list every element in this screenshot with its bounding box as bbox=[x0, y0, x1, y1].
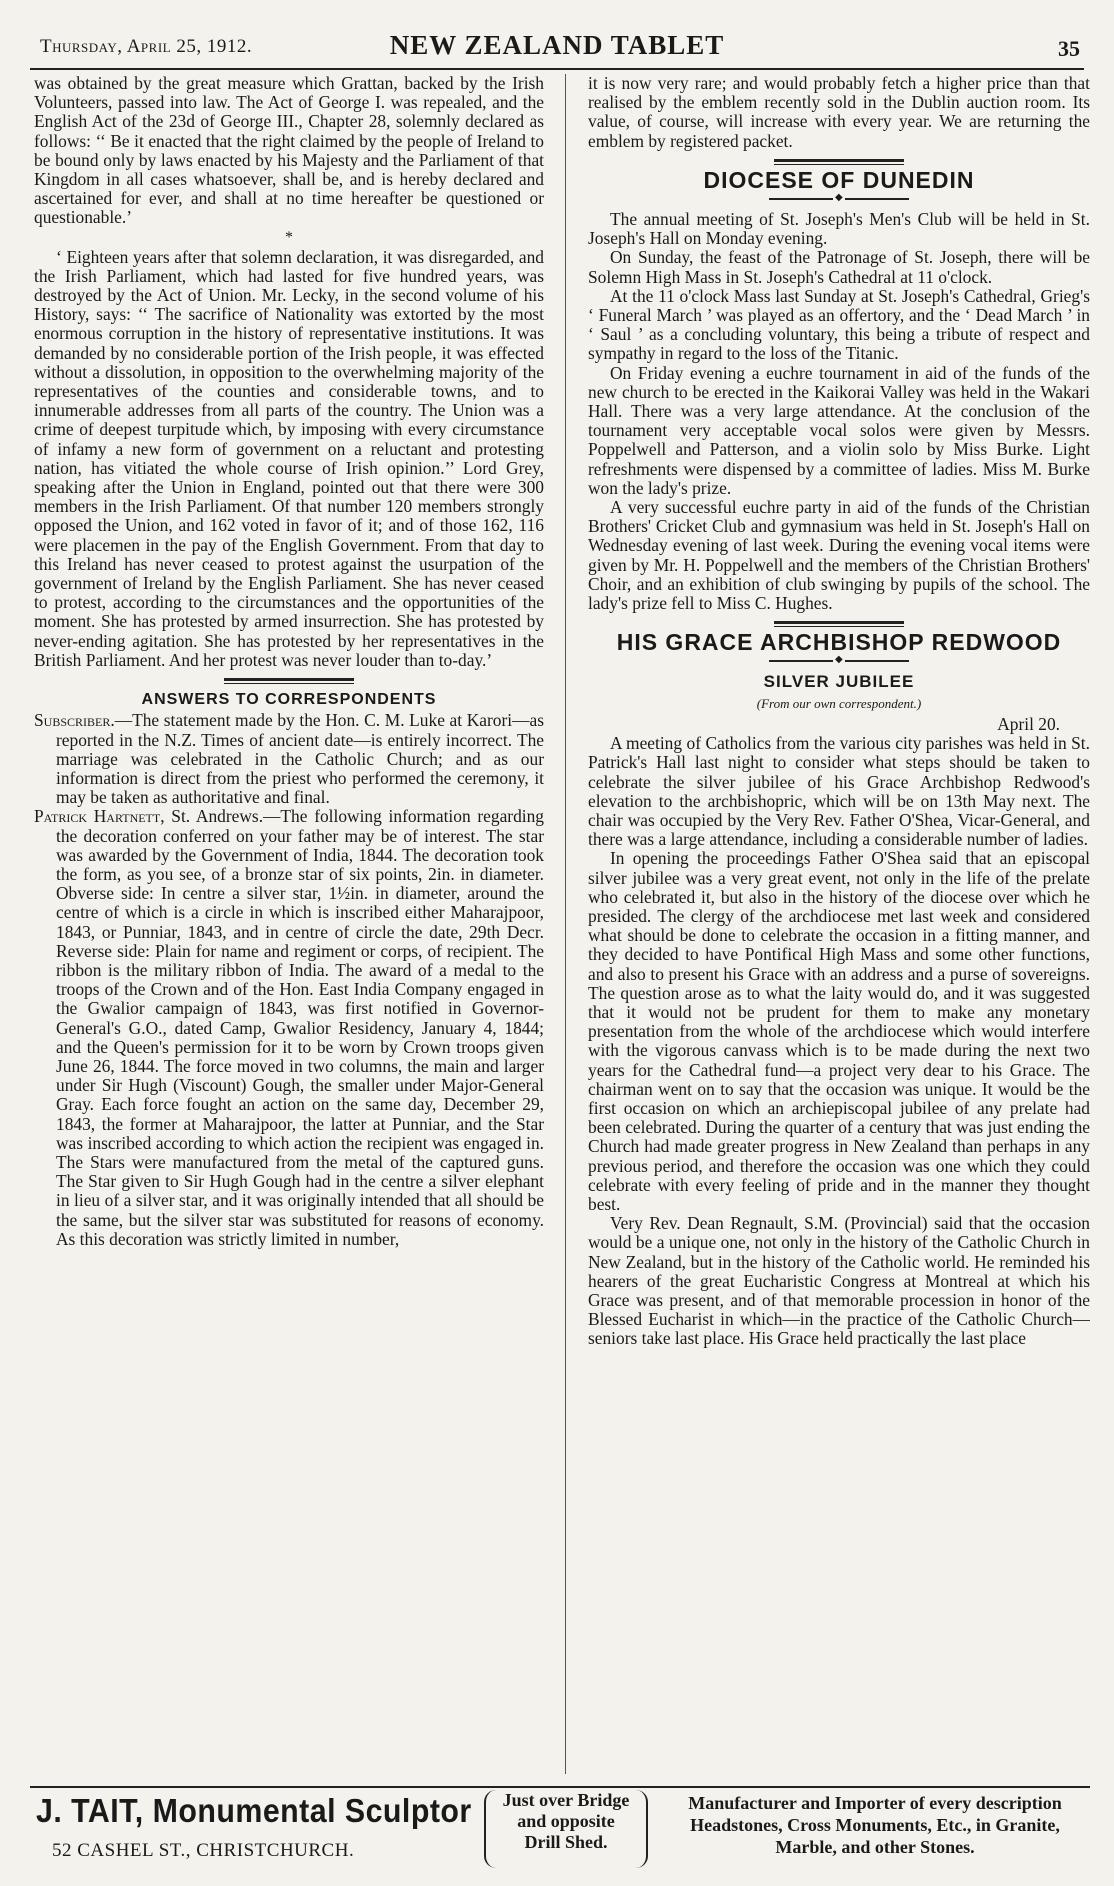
page-number: 35 bbox=[1058, 36, 1080, 61]
advertiser-name: J. TAIT, Monumental Sculptor bbox=[36, 1792, 472, 1829]
entry-label: Patrick Hartnett, bbox=[34, 806, 165, 827]
issue-date: Thursday, April 25, 1912. bbox=[40, 36, 253, 57]
dunedin-heading: DIOCESE OF DUNEDIN bbox=[703, 166, 975, 193]
diamond-icon: ◆ bbox=[835, 654, 843, 666]
trade-line: Headstones, Cross Monuments, Etc., in Granite, bbox=[690, 1815, 1060, 1835]
paragraph: Very Rev. Dean Regnault, S.M. (Provincial) said that the occasion would be a unique one, not only in the history of the Catholic Church in New Zealand, but in the history of the Catholic world. He reminded his hearers of the great Eucharistic Congress at Montreal at which his Grace was present, and of that memorable procession in honor of the Blessed Eucharist in which—in the practice of the Catholic Church—seniors take last place. His Grace held practically the last place bbox=[588, 1213, 1090, 1349]
trade-line: Marble, and other Stones. bbox=[775, 1837, 975, 1857]
diamond-divider bbox=[769, 656, 909, 666]
correspondent-entry bbox=[34, 807, 544, 1249]
entry-text: —The statement made by the Hon. C. M. Luke at Karori—as reported in the N.Z. Times of ancient date—is entirely incorrect. The marriage was celebrated in the Catholic Church; and as our information is direct from the priest who performed the ceremony, it may be taken as authoritative and final. bbox=[56, 710, 544, 808]
correspondent-note: (From our own correspondent.) bbox=[756, 695, 922, 711]
advertiser-trade bbox=[660, 1792, 1090, 1858]
paragraph: In opening the proceedings Father O'Shea said that an episcopal silver jubilee was a very great event, not only in the life of the prelate who celebrated it, but also in the history of the diocese over which he presided. The clergy of the archdiocese met last week and considered what should be done to celebrate the occasion in a fitting manner, and they decided to have Pontifical High Mass and some other functions, and also to present his Grace with an address and a purse of sovereigns. The question arose as to what the laity would do, and it was suggested that it would not be prudent for them to make any monetary presentation from the whole of the archdiocese which would interfere with the vigorous canvass which is to be made during the next two years for the Cathedral fund—a project very dear to his Grace. The chairman went on to say that the occasion was unique. It would be the first occasion on which an archiepiscopal jubilee of any prelate had been celebrated. During the quarter of a century that was just ending the Church had made greater progress in New Zealand than perhaps in any previous period, and therefore the occasion was one which they could celebrate with every feeling of pride and in the manner they thought best. bbox=[588, 848, 1090, 1214]
paragraph: At the 11 o'clock Mass last Sunday at St. Joseph's Cathedral, Grieg's ‘ Funeral March ’ was played as an offertory, and the ‘ Dead March ’ in ‘ Saul ’ as a concluding voluntary, this being a tribute of respect and sympathy in regard to the loss of the Titanic. bbox=[588, 285, 1090, 364]
trade-line: Manufacturer and Importer of every description bbox=[688, 1793, 1062, 1813]
asterisk-separator: * bbox=[285, 228, 293, 246]
paragraph: The annual meeting of St. Joseph's Men's Club will be held in St. Joseph's Hall on Monday evening. bbox=[588, 209, 1090, 249]
dateline: April 20. bbox=[997, 713, 1060, 734]
section-divider bbox=[774, 159, 904, 165]
entry-label: Subscriber. bbox=[34, 710, 115, 731]
paragraph: On Friday evening a euchre tournament in aid of the funds of the new church to be erected in the Kaikorai Valley was held in the Wakari Hall. There was a very large attendance. At the conclusion of the tournament very acceptable vocal solos were given by Messrs. Poppelwell and Patterson, and a violin solo by Miss Burke. Light refreshments were dispensed by a committee of ladies. Miss M. Burke won the lady's prize. bbox=[588, 362, 1090, 498]
location-line: Drill Shed. bbox=[524, 1832, 608, 1852]
advertisement bbox=[30, 1786, 1090, 1878]
location-line: Just over Bridge bbox=[502, 1790, 630, 1810]
section-divider bbox=[774, 621, 904, 627]
advertiser-location bbox=[484, 1790, 648, 1868]
advertiser-address: 52 CASHEL ST., CHRISTCHURCH. bbox=[52, 1840, 355, 1861]
paragraph: A very successful euchre party in aid of the funds of the Christian Brothers' Cricket Club and gymnasium was held in St. Joseph's Hall on Wednesday evening of last week. During the evening vocal items were given by Mr. H. Poppelwell and the members of the Christian Brothers' Choir, and an exhibition of club swinging by pupils of the school. The lady's prize fell to Miss C. Hughes. bbox=[588, 497, 1090, 614]
location-line: and opposite bbox=[517, 1811, 615, 1831]
masthead: NEW ZEALAND TABLET bbox=[389, 30, 725, 60]
paragraph: ‘ Eighteen years after that solemn declaration, it was disregarded, and the Irish Parliament, which had lasted for five hundred years, was destroyed by the Act of Union. Mr. Lecky, in the second volume of his History, says: ‘‘ The sacrifice of Nationality was extorted by the most enormous corruption in the history of representative institutions. It was demanded by no considerable portion of the Irish people, it was effected without a dissolution, in opposition to the overwhelming majority of the representatives of the counties and considerable towns, and to innumerable addresses from all parts of the country. The Union was a crime of deepest turpitude which, by imposing with every circumstance of infamy a new form of government on a reluctant and protesting nation, has vitiated the whole course of Irish opinion.’’ Lord Grey, speaking after the Union in England, pointed out that there were 300 members in the Irish Parliament. Of that number 120 members strongly opposed the Union, and 162 voted in favor of it; and of those 162, 116 were placemen in the pay of the English Government. From that day to this Ireland has never ceased to protest against the usurpation of the government of Ireland by the English Parliament. She has never ceased to protest, according to the circumstances and the opportunities of the moment. She has protested by armed insurrection. She has protested by never-ending agitation. She has protested by her representatives in the British Parliament. And her protest was never louder than to-day.’ bbox=[34, 246, 544, 670]
entry-text: St. Andrews.—The following information regarding the decoration conferred on your father may be of interest. The star was awarded by the Government of India, 1844. The decoration took the form, as you see, of a bronze star of six points, 2in. in diameter. Obverse side: In centre a silver star, 1½in. in diameter, around the centre of which is a circle in which is inscribed either Maharajpoor, 1843, or Punniar, 1843, and in centre of circle the date, 29th Decr. Reverse side: Plain for name and regiment or corps, of recipient. The ribbon is the military ribbon of India. The award of a medal to the troops of the Crown and of the Hon. East India Company engaged in the Gwalior campaign of 1843, was first notified in Governor-General's G.O., dated Camp, Gwalior Residency, January 4, 1844; and the Queen's permission for it to be worn by Crown troops given June 26, 1844. The force moved in two columns, the main and larger under Sir Hugh (Viscount) Gough, the smaller under Major-General Gray. Each force fought an action on the same day, December 29, 1843, the former at Maharajpoor, the latter at Punniar, and the Star was inscribed according to which action the recipient was engaged in. The Stars were manufactured from the metal of the captured guns. The Star given to Sir Hugh Gough had in the centre a silver elephant in lieu of a silver star, and it was originally intended that all should be the same, but the silver star was substituted for reasons of economy. As this decoration was strictly limited in number, bbox=[56, 806, 544, 1249]
paragraph: A meeting of Catholics from the various city parishes was held in St. Patrick's Hall last night to consider what steps should be taken to celebrate the silver jubilee of his Grace Archbishop Redwood's elevation to the archbishopric, which will be on 13th May next. The chair was occupied by the Very Rev. Father O'Shea, Vicar-General, and there was a large attendance, including a considerable number of ladies. bbox=[588, 733, 1090, 850]
left-column bbox=[34, 74, 544, 1774]
jubilee-heading: SILVER JUBILEE bbox=[763, 672, 915, 692]
section-divider bbox=[224, 678, 354, 684]
paragraph: On Sunday, the feast of the Patronage of St. Joseph, there will be Solemn High Mass in St. Joseph's Cathedral at 11 o'clock. bbox=[588, 247, 1090, 287]
page-header bbox=[30, 28, 1084, 70]
redwood-heading: HIS GRACE ARCHBISHOP REDWOOD bbox=[616, 629, 1062, 656]
right-column bbox=[588, 74, 1090, 1774]
paragraph: was obtained by the great measure which Grattan, backed by the Irish Volunteers, passed into law. The Act of George I. was repealed, and the English Act of the 23d of George III., Chapter 28, solemnly declared as follows: ‘‘ Be it enacted that the right claimed by the people of Ireland to be bound only by laws enacted by his Majesty and the Parliament of that Kingdom in all cases whatsoever, shall be, and is hereby declared and ascertained for ever, and shall at no time hereafter be questioned or questionable.’ bbox=[34, 74, 544, 228]
column-rule bbox=[565, 74, 566, 1774]
diamond-divider bbox=[769, 194, 909, 204]
paragraph: it is now very rare; and would probably fetch a higher price than that realised by the emblem recently sold in the Dublin auction room. Its value, of course, will increase with every year. We are returning the emblem by registered packet. bbox=[588, 74, 1090, 151]
diamond-icon: ◆ bbox=[835, 192, 843, 204]
correspondent-entry bbox=[34, 711, 544, 807]
answers-heading: ANSWERS TO CORRESPONDENTS bbox=[141, 691, 437, 709]
